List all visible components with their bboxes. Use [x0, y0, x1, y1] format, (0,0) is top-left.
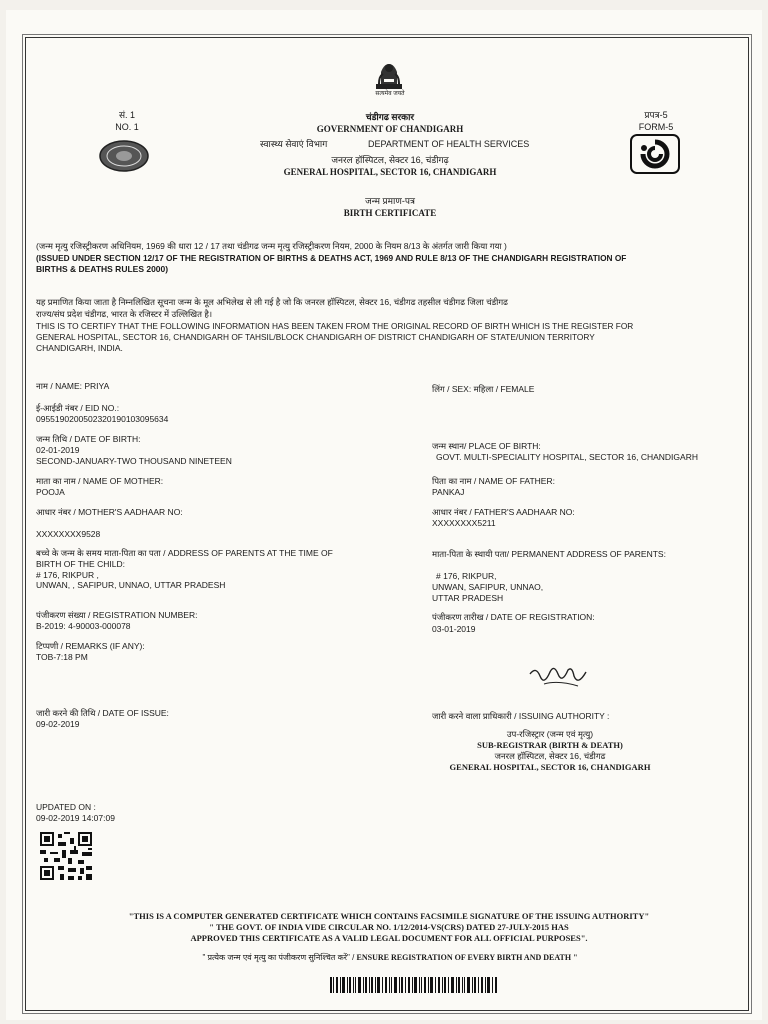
qr-code-icon [38, 830, 94, 882]
sex: लिंग / SEX: महिला / FEMALE [432, 384, 535, 394]
hospital-name: GENERAL HOSPITAL, SECTOR 16, CHANDIGARH [283, 167, 497, 177]
address-label-2: BIRTH OF THE CHILD: [36, 559, 125, 569]
department: DEPARTMENT OF HEALTH SERVICES [368, 139, 530, 149]
address-label-1: बच्चे के जन्म के समय माता-पिता का पता / ADDRESS OF PARENTS AT THE TIME OF [36, 548, 333, 558]
address-line-1: # 176, RIKPUR , [36, 570, 99, 580]
emblem-motto: सत्यमेव जयते [375, 91, 405, 97]
number-label: NO. 1 [115, 122, 139, 132]
registration-date-value: 03-01-2019 [432, 624, 476, 634]
dob-words: SECOND-JANUARY-TWO THOUSAND NINETEEN [36, 456, 232, 466]
certify-hindi-2: राज्य/संघ प्रदेश चंडीगढ, भारत के रजिस्टर में उल्लिखित है। [36, 309, 213, 319]
father-name-value: PANKAJ [432, 487, 465, 497]
signature-mark [528, 662, 590, 692]
registration-date-label: पंजीकरण तारीख / DATE OF REGISTRATION: [432, 612, 595, 622]
sub-registrar-hindi: उप-रजिस्ट्रार (जन्म एवं मृत्यु) [506, 729, 594, 739]
govt-title-hindi: चंडीगढ सरकार [365, 112, 415, 122]
issuing-authority-label: जारी करने वाला प्राधिकारी / ISSUING AUTHORITY : [432, 711, 610, 721]
father-name-label: पिता का नाम / NAME OF FATHER: [432, 476, 555, 486]
remarks-label: टिप्पणी / REMARKS (IF ANY): [36, 641, 145, 651]
form-label: FORM-5 [638, 122, 674, 132]
dob-value: 02-01-2019 [36, 445, 80, 455]
permanent-address-label: माता-पिता के स्थायी पता/ PERMANENT ADDRESS OF PARENTS: [432, 549, 666, 559]
permanent-address-line-1: # 176, RIKPUR, [436, 571, 497, 581]
certificate-title-hindi: जन्म प्रमाण-पत्र [365, 196, 415, 206]
certify-line-2: GENERAL HOSPITAL, SECTOR 16, CHANDIGARH OF TAHSIL/BLOCK CHANDIGARH OF DISTRICT CHANDIGARH OF STATE/UNION TERRITORY [36, 332, 595, 342]
dob-label: जन्म तिथि / DATE OF BIRTH: [36, 434, 141, 444]
certify-line-1: THIS IS TO CERTIFY THAT THE FOLLOWING INFORMATION HAS BEEN TAKEN FROM THE ORIGINAL RECORD OF BIRTH WHICH IS THE REGISTER FOR [36, 321, 634, 331]
issue-date-label: जारी करने की तिथि / DATE OF ISSUE: [36, 708, 169, 718]
statute-hindi: (जन्म मृत्यु रजिस्ट्रीकरण अधिनियम, 1969 की धारा 12 / 17 तथा चंडीगढ जन्म मृत्यु रजिस्ट्रीकरण नियम, 2000 के नियम 8/13 के अंतर्गत जारी किया गया ) [36, 241, 507, 251]
registration-logo-icon [632, 136, 678, 172]
footer-line-3: APPROVED THIS CERTIFICATE AS A VALID LEGAL DOCUMENT FOR ALL OFFICIAL PURPOSES". [190, 933, 588, 943]
barcode-icon [330, 977, 498, 993]
statute-line-1: (ISSUED UNDER SECTION 12/17 OF THE REGISTRATION OF BIRTHS & DEATHS ACT, 1969 AND RULE 8/13 OF THE CHANDIGARH REGISTRATION OF [36, 253, 627, 263]
issue-date-value: 09-02-2019 [36, 719, 80, 729]
department-hindi: स्वास्थ्य सेवाएं विभाग [260, 139, 328, 149]
footer-slogan-hindi: " प्रत्येक जन्म एवं मृत्यु का पंजीकरण सुनिश्चित करें" / [202, 953, 355, 962]
registration-number-label: पंजीकरण संख्या / REGISTRATION NUMBER: [36, 610, 198, 620]
mother-name-value: POOJA [36, 487, 65, 497]
certificate-title: BIRTH CERTIFICATE [343, 208, 437, 218]
permanent-address-line-2: UNWAN, SAFIPUR, UNNAO, [432, 582, 544, 592]
registration-number-value: B-2019: 4-90003-000078 [36, 621, 131, 631]
father-aadhaar-value: XXXXXXXX5211 [432, 518, 496, 528]
seal-icon [98, 139, 150, 173]
permanent-address-line-3: UTTAR PRADESH [432, 593, 504, 603]
child-name: नाम / NAME: PRIYA [36, 381, 110, 391]
updated-on-label: UPDATED ON : [36, 802, 96, 812]
remarks-value: TOB-7:18 PM [36, 652, 88, 662]
certify-hindi-1: यह प्रमाणित किया जाता है निम्नलिखित सूचना जन्म के मूल अभिलेख से ली गई है जो कि जनरल हॉस्पिटल, सेक्टर 16, चंडीगढ तहसील चंडीगढ जिला चंडीगढ [36, 297, 508, 307]
mother-aadhaar-label: आधार नंबर / MOTHER'S AADHAAR NO: [36, 507, 183, 517]
place-of-birth-value: GOVT. MULTI-SPECIALITY HOSPITAL, SECTOR 16, CHANDIGARH [436, 452, 698, 462]
authority-hospital-hindi: जनरल हॉस्पिटल, सेक्टर 16, चंडीगढ [494, 751, 606, 761]
footer-line-2: " THE GOVT. OF INDIA VIDE CIRCULAR NO. 1/12/2014-VS(CRS) DATED 27-JULY-2015 HAS [209, 922, 569, 932]
updated-on-value: 09-02-2019 14:07:09 [36, 813, 115, 823]
form-label-hindi: प्रपत्र-5 [644, 110, 668, 120]
footer-slogan-english: ENSURE REGISTRATION OF EVERY BIRTH AND DEATH " [356, 953, 578, 962]
father-aadhaar-label: आधार नंबर / FATHER'S AADHAAR NO: [432, 507, 575, 517]
number-label-hindi: सं. 1 [118, 110, 136, 120]
statute-line-2: BIRTHS & DEATHS RULES 2000) [36, 264, 169, 274]
sub-registrar: SUB-REGISTRAR (BIRTH & DEATH) [477, 740, 623, 750]
hospital-hindi: जनरल हॉस्पिटल, सेक्टर 16, चंडीगढ़ [331, 155, 449, 165]
registration-logo [630, 134, 680, 174]
place-of-birth-label: जन्म स्थान/ PLACE OF BIRTH: [432, 441, 541, 451]
certificate-border [25, 37, 749, 1011]
certify-line-3: CHANDIGARH, INDIA. [36, 343, 123, 353]
footer-line-1: "THIS IS A COMPUTER GENERATED CERTIFICATE WHICH CONTAINS FACSIMILE SIGNATURE OF THE ISSUING AUTHORITY" [128, 911, 650, 921]
mother-name-label: माता का नाम / NAME OF MOTHER: [36, 476, 164, 486]
govt-title: GOVERNMENT OF CHANDIGARH [316, 124, 464, 134]
authority-hospital: GENERAL HOSPITAL, SECTOR 16, CHANDIGARH [449, 762, 651, 772]
eid-label: ई-आईडी नंबर / EID NO.: [36, 403, 120, 413]
address-line-2: UNWAN, , SAFIPUR, UNNAO, UTTAR PRADESH [36, 580, 226, 590]
footer-slogan [140, 953, 640, 963]
eid-value: 0955190200502320190103095634 [36, 414, 169, 424]
mother-aadhaar-value: XXXXXXXX9528 [36, 529, 101, 539]
